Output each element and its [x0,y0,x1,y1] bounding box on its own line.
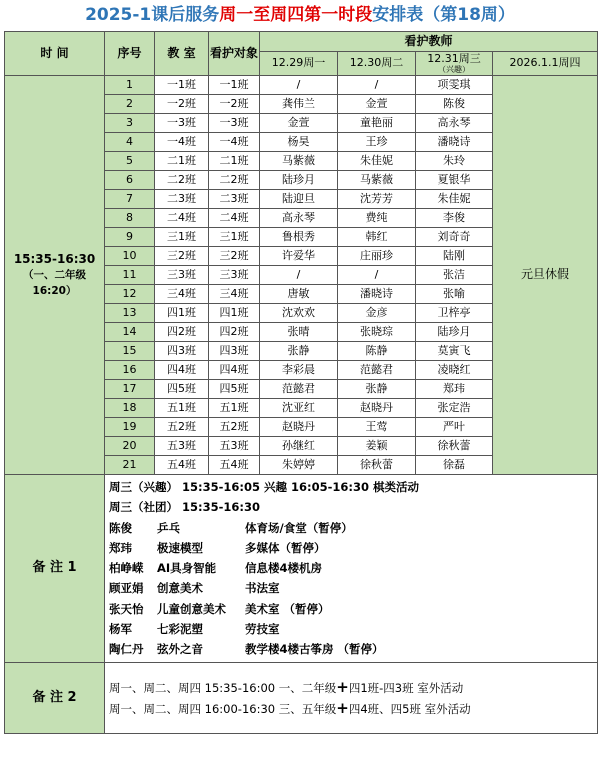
notes2-content [105,662,598,733]
row-teacher-tue: 潘晓诗 [338,285,416,304]
row-classroom: 五1班 [155,399,209,418]
notes1-content [105,475,598,663]
row-index: 3 [105,114,155,133]
row-index: 15 [105,342,155,361]
header-teachers: 看护教师 [260,32,598,52]
row-classroom: 一2班 [155,95,209,114]
header-day-tue: 12.30周二 [338,52,416,76]
header-index: 序号 [105,32,155,76]
header-classroom: 教 室 [155,32,209,76]
row-target: 一1班 [209,76,260,95]
row-teacher-wed: 项雯琪 [416,76,493,95]
club-place: 教学楼4楼古筝房 （暂停） [245,642,384,657]
row-teacher-tue: / [338,266,416,285]
club-name: 弦外之音 [157,642,203,657]
club-name: 乒乓 [157,520,180,535]
row-target: 五1班 [209,399,260,418]
row-target: 五3班 [209,437,260,456]
row-index: 12 [105,285,155,304]
row-classroom: 一4班 [155,133,209,152]
row-teacher-tue: 庄丽珍 [338,247,416,266]
notes1-line2: 周三（社团） 15:35-16:30 [109,500,260,515]
club-teacher: 杨军 [109,622,132,637]
row-teacher-tue: 张静 [338,380,416,399]
header-day-wed [416,52,493,76]
row-teacher-wed: 潘晓诗 [416,133,493,152]
row-teacher-mon: 孙继红 [260,437,338,456]
row-target: 三1班 [209,228,260,247]
club-item [109,538,593,558]
row-teacher-mon: 陆迎旦 [260,190,338,209]
row-teacher-tue: 韩红 [338,228,416,247]
row-classroom: 二3班 [155,190,209,209]
row-classroom: 五4班 [155,456,209,475]
club-place: 多媒体（暂停） [245,540,326,555]
row-index: 17 [105,380,155,399]
row-index: 8 [105,209,155,228]
row-classroom: 一1班 [155,76,209,95]
row-classroom: 五2班 [155,418,209,437]
club-place: 美术室 （暂停） [245,601,330,616]
club-name: AI具身智能 [157,561,217,576]
row-teacher-mon: / [260,266,338,285]
row-teacher-tue: 马紫薇 [338,171,416,190]
row-classroom: 四2班 [155,323,209,342]
row-classroom: 三4班 [155,285,209,304]
club-place: 书法室 [245,581,280,596]
row-classroom: 三1班 [155,228,209,247]
header-wed-note: （兴趣） [438,64,470,74]
row-teacher-tue: 陈静 [338,342,416,361]
row-teacher-wed: 郑玮 [416,380,493,399]
row-classroom: 二1班 [155,152,209,171]
row-target: 三4班 [209,285,260,304]
notes2-line2 [109,698,593,719]
row-teacher-mon: 马紫薇 [260,152,338,171]
row-index: 1 [105,76,155,95]
period-cell [5,76,105,475]
plus-icon: + [336,677,349,696]
row-index: 2 [105,95,155,114]
row-teacher-wed: 凌晓红 [416,361,493,380]
row-teacher-mon: 杨昊 [260,133,338,152]
title-part3: 安排表（第18周） [372,5,515,25]
row-teacher-tue: 朱佳妮 [338,152,416,171]
row-target: 四4班 [209,361,260,380]
row-teacher-wed: 张洁 [416,266,493,285]
row-target: 四5班 [209,380,260,399]
row-teacher-wed: 徐秋蕾 [416,437,493,456]
header-day-wed-label: 12.31周三 [427,52,481,66]
header-care-target: 看护对象 [209,32,260,76]
row-target: 四3班 [209,342,260,361]
row-classroom: 一3班 [155,114,209,133]
notes1-row [5,475,598,663]
club-teacher: 顾亚娟 [109,581,144,596]
row-classroom: 二4班 [155,209,209,228]
notes2-row [5,662,598,733]
row-teacher-tue: 童艳丽 [338,114,416,133]
row-teacher-wed: 徐磊 [416,456,493,475]
row-target: 二3班 [209,190,260,209]
row-index: 5 [105,152,155,171]
row-teacher-wed: 莫寅飞 [416,342,493,361]
row-teacher-wed: 卫梓亭 [416,304,493,323]
club-teacher: 张天怡 [109,601,144,616]
row-teacher-mon: 沈亚红 [260,399,338,418]
header-day-mon: 12.29周一 [260,52,338,76]
row-index: 16 [105,361,155,380]
club-teacher: 郑玮 [109,540,132,555]
row-target: 四1班 [209,304,260,323]
row-teacher-tue: / [338,76,416,95]
row-teacher-tue: 王珍 [338,133,416,152]
row-classroom: 三2班 [155,247,209,266]
title-part1: 2025-1课后服务 [85,5,220,25]
row-teacher-wed: 朱玲 [416,152,493,171]
row-teacher-mon: 高永琴 [260,209,338,228]
row-teacher-wed: 陆珍月 [416,323,493,342]
row-teacher-mon: 沈欢欢 [260,304,338,323]
row-teacher-wed: 李俊 [416,209,493,228]
row-classroom: 五3班 [155,437,209,456]
club-teacher: 陈俊 [109,520,132,535]
row-teacher-tue: 金萱 [338,95,416,114]
row-teacher-tue: 王莺 [338,418,416,437]
period-time: 15:35-16:30 [13,252,96,267]
row-index: 10 [105,247,155,266]
row-teacher-mon: 陆珍月 [260,171,338,190]
row-teacher-tue: 徐秋蕾 [338,456,416,475]
row-teacher-wed: 张定浩 [416,399,493,418]
row-teacher-mon: 范懿君 [260,380,338,399]
row-teacher-mon: 龚伟兰 [260,95,338,114]
row-teacher-mon: / [260,76,338,95]
row-target: 四2班 [209,323,260,342]
header-row-1 [5,32,598,52]
club-name: 七彩泥塑 [157,622,203,637]
row-teacher-mon: 张晴 [260,323,338,342]
row-teacher-mon: 许爱华 [260,247,338,266]
row-teacher-mon: 张静 [260,342,338,361]
club-teacher: 陶仁丹 [109,642,144,657]
club-item [109,619,593,639]
holiday-cell: 元旦休假 [493,76,598,475]
row-classroom: 四3班 [155,342,209,361]
club-item [109,599,593,619]
row-target: 三3班 [209,266,260,285]
row-teacher-tue: 费纯 [338,209,416,228]
row-teacher-tue: 金彦 [338,304,416,323]
notes2-line1 [109,677,593,698]
row-index: 6 [105,171,155,190]
row-teacher-tue: 沈芳芳 [338,190,416,209]
notes2-line2-a: 周一、周二、周四 16:00-16:30 三、五年级 [109,701,337,716]
row-teacher-wed: 夏银华 [416,171,493,190]
row-target: 五4班 [209,456,260,475]
row-teacher-wed: 严叶 [416,418,493,437]
row-teacher-tue: 赵晓丹 [338,399,416,418]
club-name: 创意美术 [157,581,203,596]
row-teacher-wed: 陈俊 [416,95,493,114]
row-classroom: 四5班 [155,380,209,399]
row-classroom: 四4班 [155,361,209,380]
table-row [5,76,598,95]
club-item [109,558,593,578]
row-teacher-tue: 张晓琮 [338,323,416,342]
row-index: 13 [105,304,155,323]
row-target: 五2班 [209,418,260,437]
header-day-thu: 2026.1.1周四 [493,52,598,76]
row-classroom: 三3班 [155,266,209,285]
row-teacher-tue: 姜颖 [338,437,416,456]
notes2-line2-b: 四4班、四5班 室外活动 [348,701,471,716]
row-teacher-wed: 张喻 [416,285,493,304]
row-target: 二4班 [209,209,260,228]
row-index: 9 [105,228,155,247]
row-teacher-wed: 刘奇奇 [416,228,493,247]
notes2-label: 备 注 2 [5,662,105,733]
row-index: 11 [105,266,155,285]
club-place: 体育场/食堂（暂停） [245,520,353,535]
row-target: 三2班 [209,247,260,266]
row-teacher-wed: 陆刚 [416,247,493,266]
header-time: 时 间 [5,32,105,76]
club-place: 信息楼4楼机房 [245,561,323,576]
period-grade-note: （一、二年级 [23,269,86,282]
row-teacher-mon: 唐敏 [260,285,338,304]
page-title [0,0,600,31]
row-index: 21 [105,456,155,475]
row-target: 二2班 [209,171,260,190]
notes2-line1-b: 四1班-四3班 室外活动 [348,680,464,695]
notes1-line1: 周三（兴趣） 15:35-16:05 兴趣 16:05-16:30 棋类活动 [109,480,419,494]
schedule-table [4,31,598,734]
row-target: 一2班 [209,95,260,114]
row-index: 18 [105,399,155,418]
club-item [109,578,593,598]
row-index: 4 [105,133,155,152]
row-teacher-mon: 金萱 [260,114,338,133]
notes2-line1-a: 周一、周二、周四 15:35-16:00 一、二年级 [109,680,337,695]
row-target: 一3班 [209,114,260,133]
plus-icon: + [336,698,349,717]
club-item [109,639,593,659]
row-index: 19 [105,418,155,437]
notes1-label: 备 注 1 [5,475,105,663]
row-classroom: 二2班 [155,171,209,190]
club-name: 极速模型 [157,540,203,555]
row-index: 20 [105,437,155,456]
period-grade-time: 16:20） [32,284,77,297]
row-teacher-tue: 范懿君 [338,361,416,380]
row-index: 14 [105,323,155,342]
row-target: 一4班 [209,133,260,152]
row-teacher-mon: 李彩晨 [260,361,338,380]
row-teacher-mon: 朱婷婷 [260,456,338,475]
row-teacher-mon: 鲁根秀 [260,228,338,247]
row-teacher-wed: 高永琴 [416,114,493,133]
club-item [109,518,593,538]
club-place: 劳技室 [245,622,280,637]
row-index: 7 [105,190,155,209]
club-teacher: 柏峥嵘 [109,561,144,576]
club-name: 儿童创意美术 [157,601,226,616]
title-part2: 周一至周四第一时段 [219,5,373,25]
row-teacher-wed: 朱佳妮 [416,190,493,209]
row-target: 二1班 [209,152,260,171]
row-teacher-mon: 赵晓丹 [260,418,338,437]
row-classroom: 四1班 [155,304,209,323]
